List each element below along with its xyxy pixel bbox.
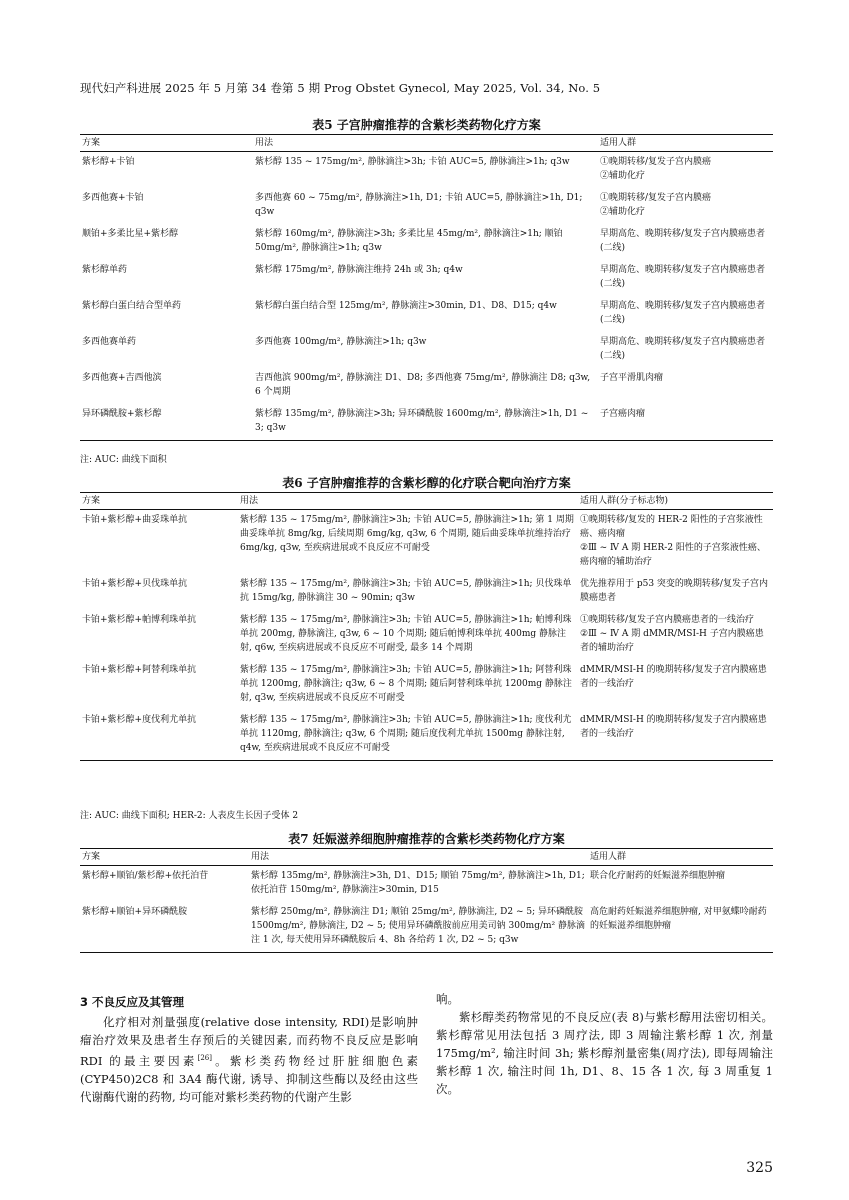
- cell-usage: 紫杉醇 135 ~ 175mg/m², 静脉滴注>3h; 卡铂 AUC=5, 静脉滴注>1h; 第 1 周期曲妥珠单抗 8mg/kg, 后续周期 6mg/kg, q3w, 6 个周期, 随后曲妥珠单抗维持治疗 6mg/kg, q3w, 至疾病进展或不良反应不可耐受: [240, 515, 574, 553]
- cell-usage: 紫杉醇 135 ~ 175mg/m², 静脉滴注>3h; 卡铂 AUC=5, 静脉滴注>1h; 贝伐珠单抗 15mg/kg, 静脉滴注 30 ~ 90min; q3w: [240, 579, 572, 603]
- body-left-column: [80, 993, 418, 1106]
- table7-header-usage: 用法: [245, 849, 588, 866]
- body-paragraph-cont: 响。: [436, 992, 459, 1006]
- paper-page: [80, 0, 773, 1200]
- cell-scheme: 顺铂+多柔比星+紫杉醇: [82, 229, 179, 239]
- cell-scheme: 多西他赛+卡铂: [82, 193, 144, 203]
- cell-scheme: 紫杉醇+卡铂: [82, 157, 135, 167]
- cell-population: 早期高危、晚期转移/复发子宫内膜癌患者(二线): [600, 229, 766, 253]
- table-row: [80, 332, 773, 368]
- table-row: [80, 660, 773, 710]
- cell-scheme: 紫杉醇白蛋白结合型单药: [82, 301, 182, 311]
- cell-scheme: 多西他赛单药: [82, 337, 137, 347]
- cell-population: dMMR/MSI-H 的晚期转移/复发子宫内膜癌患者的一线治疗: [578, 710, 773, 761]
- table-row: [80, 152, 773, 189]
- cell-scheme: 卡铂+紫杉醇+帕博利珠单抗: [82, 615, 197, 625]
- cell-population: ①晚期转移/复发子宫内膜癌 ②辅助化疗: [600, 193, 712, 217]
- table-row: [80, 368, 773, 404]
- table7-header-scheme: 方案: [80, 849, 245, 866]
- table5: [80, 134, 773, 441]
- table5-note: 注: AUC: 曲线下面积: [80, 455, 167, 465]
- cell-scheme: 卡铂+紫杉醇+度伐利尤单抗: [80, 710, 225, 761]
- cell-population: 子宫癌肉瘤: [598, 404, 773, 441]
- running-header: 现代妇产科进展 2025 年 5 月第 34 卷第 5 期 Prog Obstet Gynecol, May 2025, Vol. 34, No. 5: [80, 81, 601, 95]
- cell-population: ①晚期转移/复发的 HER-2 阳性的子宫浆液性癌、癌肉瘤 ②Ⅲ ~ Ⅳ A 期 HER-2 阳性的子宫浆液性癌、癌肉瘤的辅助治疗: [580, 515, 766, 567]
- page-number: 325: [746, 1160, 773, 1176]
- table-row: [80, 260, 773, 296]
- table5-header-usage: 用法: [225, 135, 598, 152]
- cell-usage: 紫杉醇 175mg/m², 静脉滴注维持 24h 或 3h; q4w: [255, 265, 463, 275]
- table6-header-usage: 用法: [225, 493, 578, 510]
- cell-usage: 多西他赛 60 ~ 75mg/m², 静脉滴注>1h, D1; 卡铂 AUC=5, 静脉滴注>1h, D1; q3w: [255, 193, 583, 217]
- table5-header-population: 适用人群: [598, 135, 773, 152]
- cell-usage: 紫杉醇 135 ~ 175mg/m², 静脉滴注>3h; 卡铂 AUC=5, 静脉滴注>1h; 帕博利珠单抗 200mg, 静脉滴注, q3w, 6 ~ 10 个周期; 随后帕博利珠单抗 400mg 静脉注射, q6w, 至疾病进展或不良反应不可耐受, 最多 14 个周期: [240, 615, 572, 653]
- table6-caption: 表6 子宫肿瘤推荐的含紫杉醇的化疗联合靶向治疗方案: [282, 476, 571, 490]
- cell-population: 早期高危、晚期转移/复发子宫内膜癌患者(二线): [600, 337, 766, 361]
- cell-population: 早期高危、晚期转移/复发子宫内膜癌患者(二线): [600, 265, 766, 289]
- cell-scheme: 紫杉醇+顺铂+异环磷酰胺: [80, 902, 245, 953]
- table7-caption: 表7 妊娠滋养细胞肿瘤推荐的含紫杉类药物化疗方案: [288, 832, 565, 846]
- cell-usage: 紫杉醇 250mg/m², 静脉滴注 D1; 顺铂 25mg/m², 静脉滴注, D2 ~ 5; 异环磷酰胺 1500mg/m², 静脉滴注, D2 ~ 5; 使用异环磷酰胺前应用美司钠 300mg/m² 静脉滴注 1 次, 每天使用异环磷酰胺后 4、8h 各给药 1 次, D2 ~ 5; q3w: [245, 902, 588, 953]
- cell-population: dMMR/MSI-H 的晚期转移/复发子宫内膜癌患者的一线治疗: [580, 665, 767, 689]
- table6-note: 注: AUC: 曲线下面积; HER-2: 人表皮生长因子受体 2: [80, 811, 299, 821]
- table6-header-scheme: 方案: [80, 493, 225, 510]
- body-right-column: [436, 990, 773, 1098]
- cell-population: ①晚期转移/复发子宫内膜癌患者的一线治疗 ②Ⅲ ~ Ⅳ A 期 dMMR/MSI-H 子宫内膜癌患者的辅助治疗: [580, 615, 764, 653]
- section-heading: 3 不良反应及其管理: [80, 995, 185, 1009]
- cell-usage: 紫杉醇 135mg/m², 静脉滴注>3h; 异环磷酰胺 1600mg/m², 静脉滴注>1h, D1 ~ 3; q3w: [225, 404, 598, 441]
- cell-population: 优先推荐用于 p53 突变的晚期转移/复发子宫内膜癌患者: [580, 579, 768, 603]
- table-row: [80, 296, 773, 332]
- body-paragraph: 紫杉醇类药物常见的不良反应(表 8)与紫杉醇用法密切相关。紫杉醇常见用法包括 3 周疗法, 即 3 周输注紫杉醇 1 次, 剂量 175mg/m², 输注时间 3h; 紫杉醇剂量密集(周疗法), 即每周输注紫杉醇 1 次, 输注时间 1h, D1、8、15 各 1 次, 每 3 周重复 1 次。: [436, 1010, 773, 1096]
- cell-population: 子宫平滑肌肉瘤: [600, 373, 664, 383]
- citation-ref[interactable]: [26]: [197, 1054, 212, 1062]
- table-row: [80, 610, 773, 660]
- cell-population: ①晚期转移/复发子宫内膜癌 ②辅助化疗: [600, 157, 712, 181]
- table5-header-scheme: 方案: [80, 135, 225, 152]
- table-row: [80, 510, 773, 575]
- table-row: [80, 902, 773, 953]
- table-row: [80, 404, 773, 441]
- cell-scheme: 卡铂+紫杉醇+阿替利珠单抗: [82, 665, 197, 675]
- cell-population: 高危耐药妊娠滋养细胞肿瘤, 对甲氨蝶呤耐药的妊娠滋养细胞肿瘤: [588, 902, 773, 953]
- cell-scheme: 卡铂+紫杉醇+贝伐珠单抗: [82, 579, 188, 589]
- table6: [80, 492, 773, 761]
- cell-usage: 紫杉醇 135mg/m², 静脉滴注>3h, D1、D15; 顺铂 75mg/m², 静脉滴注>1h, D1; 依托泊苷 150mg/m², 静脉滴注>30min, D15: [251, 871, 585, 895]
- cell-scheme: 卡铂+紫杉醇+曲妥珠单抗: [82, 515, 188, 525]
- body-paragraph: 化疗相对剂量强度(relative dose intensity, RDI)是影响肿瘤治疗效果及患者生存预后的关键因素, 而药物不良反应是影响 RDI 的最主要因素[26]。紫杉类药物经过肝脏细胞色素(CYP450)2C8 和 3A4 酶代谢, 诱导、抑制这些酶以及经由这些代谢酶代谢的药物, 均可能对紫杉类药物的代谢产生影: [80, 1015, 418, 1104]
- table-row: [80, 710, 773, 761]
- cell-usage: 紫杉醇 160mg/m², 静脉滴注>3h; 多柔比星 45mg/m², 静脉滴注>1h; 顺铂 50mg/m², 静脉滴注>1h; q3w: [255, 229, 563, 253]
- table-row: [80, 866, 773, 903]
- table-row: [80, 188, 773, 224]
- table-row: [80, 224, 773, 260]
- cell-usage: 吉西他滨 900mg/m², 静脉滴注 D1、D8; 多西他赛 75mg/m², 静脉滴注 D8; q3w, 6 个周期: [255, 373, 591, 397]
- cell-scheme: 紫杉醇单药: [82, 265, 128, 275]
- table5-caption: 表5 子宫肿瘤推荐的含紫杉类药物化疗方案: [312, 118, 541, 132]
- table7: [80, 848, 773, 953]
- cell-scheme: 异环磷酰胺+紫杉醇: [80, 404, 225, 441]
- table-row: [80, 574, 773, 610]
- cell-usage: 紫杉醇白蛋白结合型 125mg/m², 静脉滴注>30min, D1、D8、D15; q4w: [255, 301, 557, 311]
- table7-header-population: 适用人群: [588, 849, 773, 866]
- cell-scheme: 多西他赛+吉西他滨: [82, 373, 162, 383]
- cell-population: 早期高危、晚期转移/复发子宫内膜癌患者(二线): [600, 301, 766, 325]
- cell-population: 联合化疗耐药的妊娠滋养细胞肿瘤: [590, 871, 726, 881]
- cell-usage: 多西他赛 100mg/m², 静脉滴注>1h; q3w: [255, 337, 427, 347]
- cell-usage: 紫杉醇 135 ~ 175mg/m², 静脉滴注>3h; 卡铂 AUC=5, 静脉滴注>1h; 度伐利尤单抗 1120mg, 静脉滴注; q3w, 6 个周期; 随后度伐利尤单抗 1500mg 静脉注射, q4w, 至疾病进展或不良反应不可耐受: [225, 710, 578, 761]
- cell-scheme: 紫杉醇+顺铂/紫杉醇+依托泊苷: [82, 871, 209, 881]
- cell-usage: 紫杉醇 135 ~ 175mg/m², 静脉滴注>3h; 卡铂 AUC=5, 静脉滴注>1h; q3w: [255, 157, 570, 167]
- cell-usage: 紫杉醇 135 ~ 175mg/m², 静脉滴注>3h; 卡铂 AUC=5, 静脉滴注>1h; 阿替利珠单抗 1200mg, 静脉滴注; q3w, 6 ~ 8 个周期; 随后阿替利珠单抗 1200mg 静脉注射, q3w, 至疾病进展或不良反应不可耐受: [240, 665, 572, 703]
- table6-header-population: 适用人群(分子标志物): [578, 493, 773, 510]
